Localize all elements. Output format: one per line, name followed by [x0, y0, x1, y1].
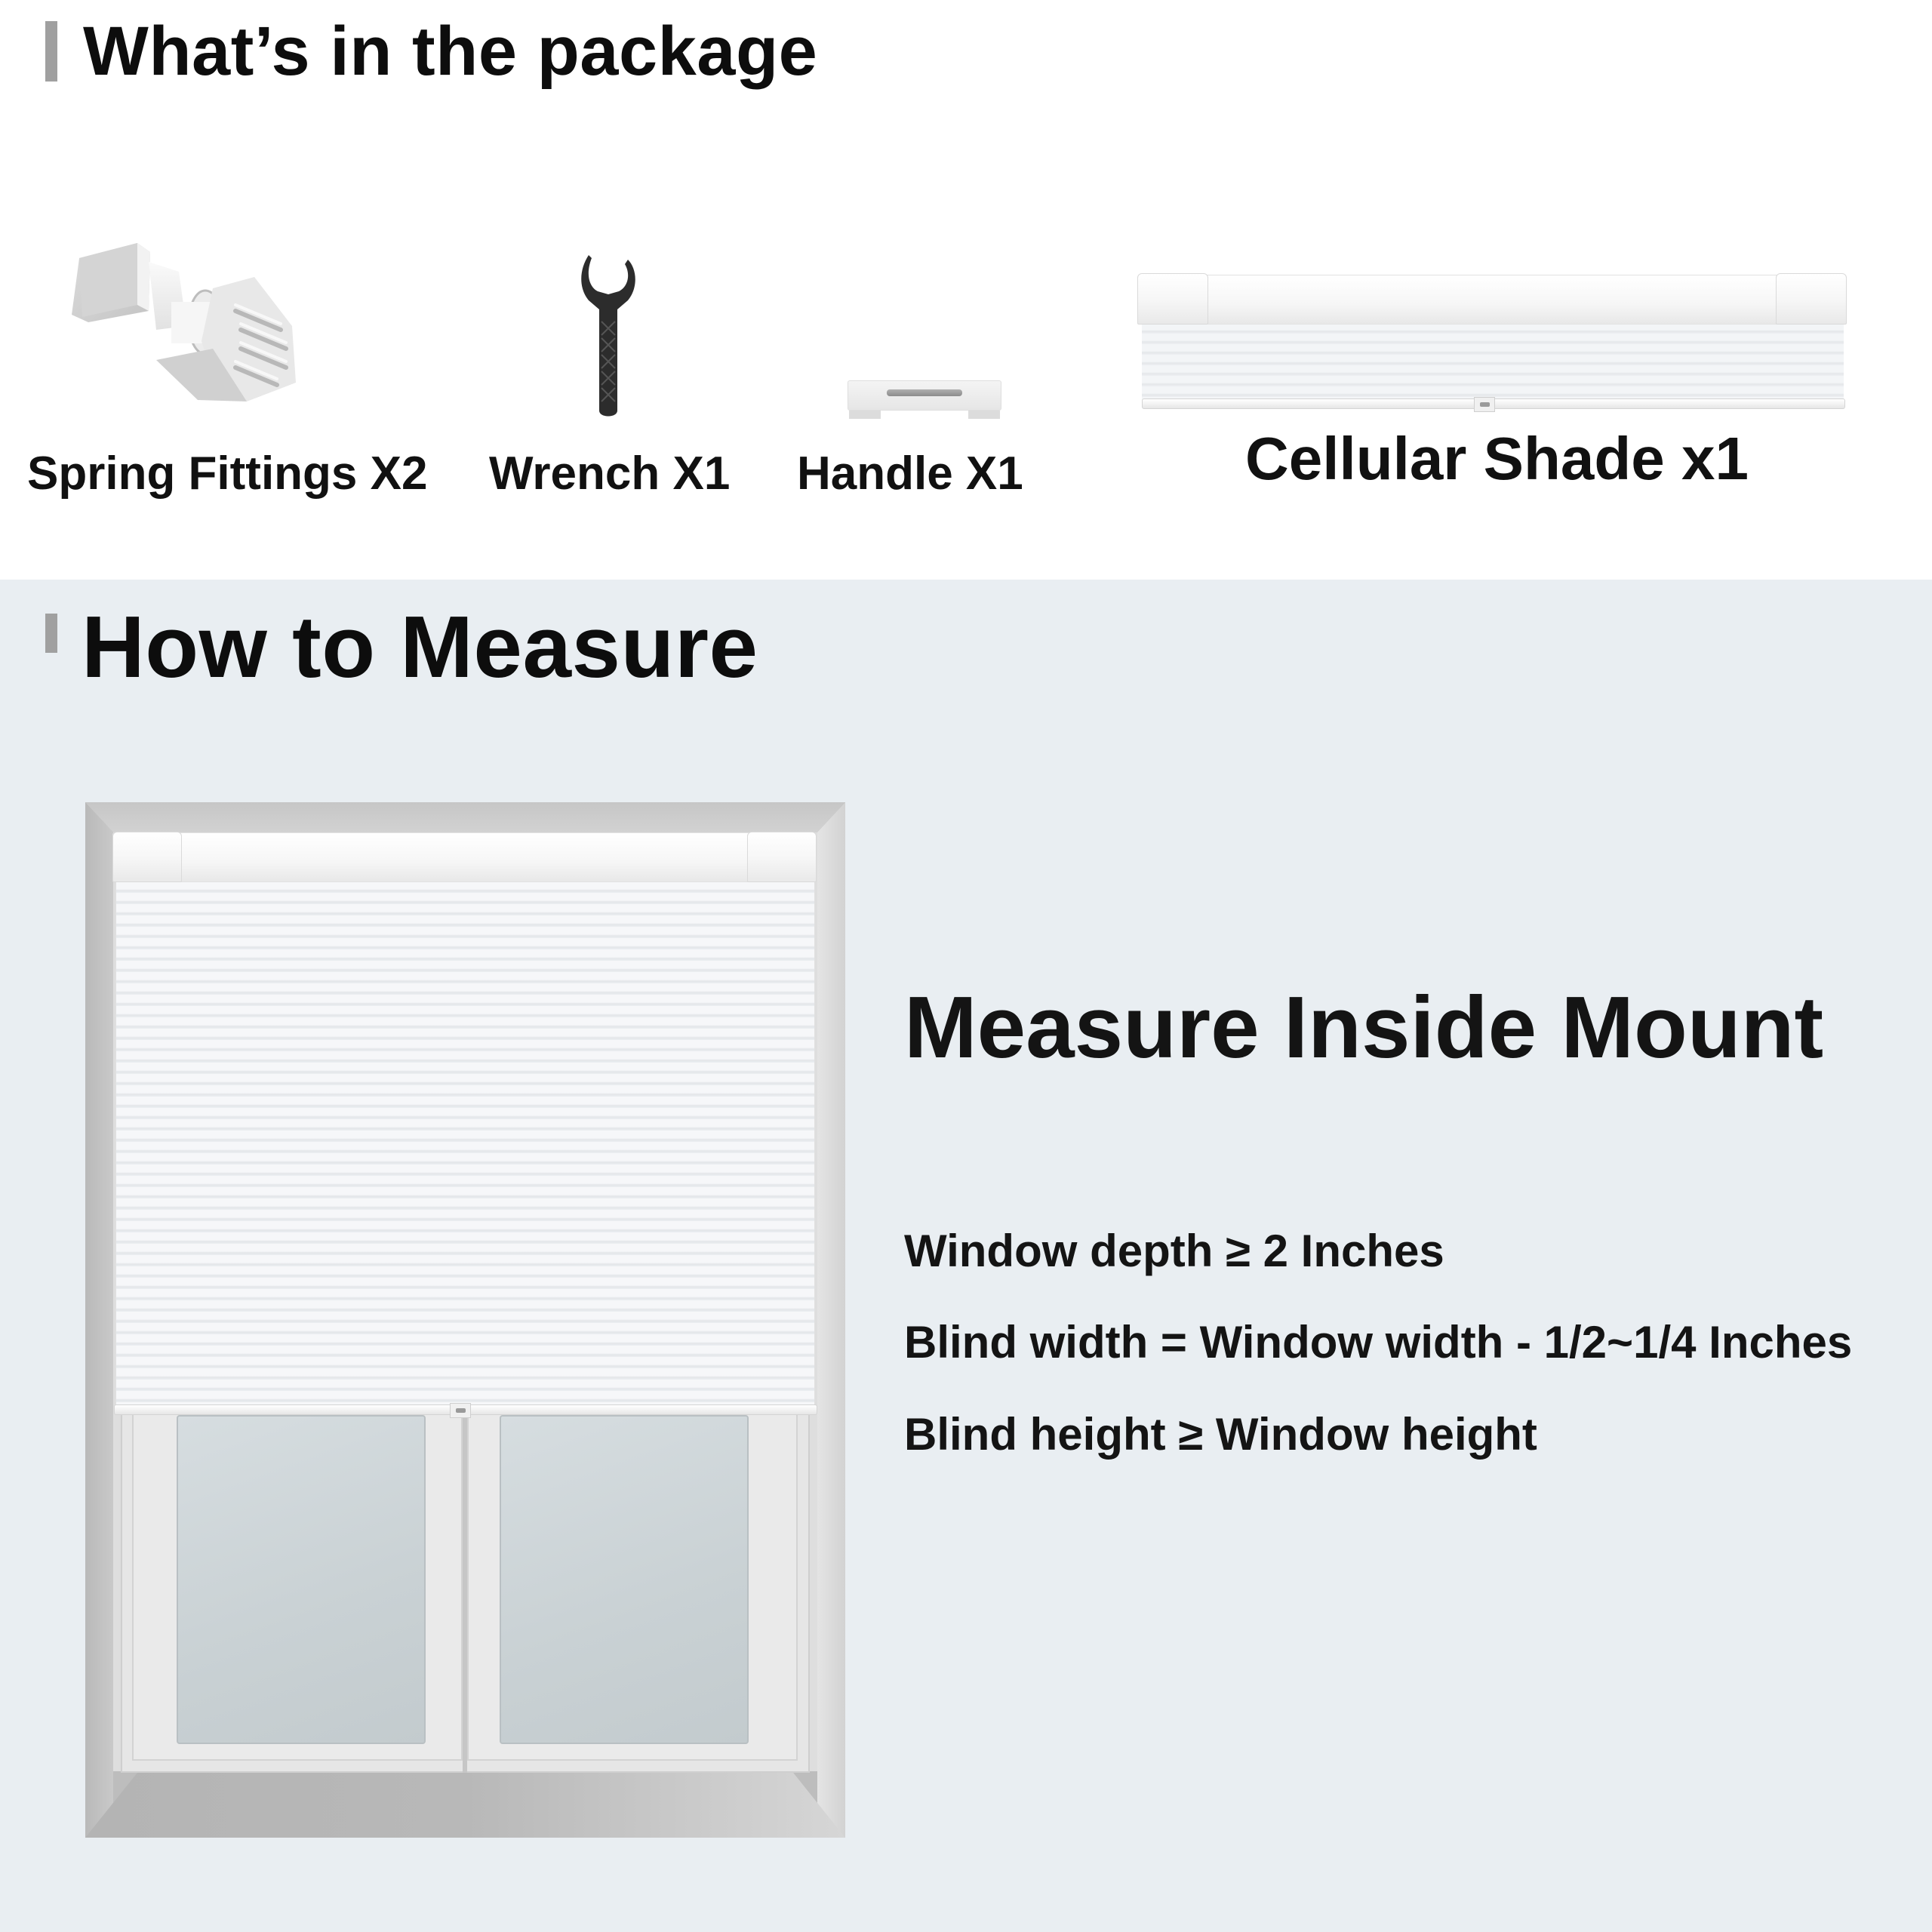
section-accent-bar [45, 614, 57, 653]
handle-icon [848, 377, 1001, 419]
measure-inside-mount-heading: Measure Inside Mount [904, 978, 1824, 1076]
window-shade-handle [450, 1403, 471, 1418]
window-shade-fabric [115, 881, 815, 1407]
window-shade-headrail [112, 832, 816, 882]
window-glass-right [500, 1415, 749, 1744]
item-label-cellular-shade: Cellular Shade x1 [1245, 425, 1749, 492]
rule-blind-width: Blind width = Window width - 1/2~1/4 Inches [904, 1317, 1853, 1367]
measure-title: How to Measure [82, 598, 758, 696]
spring-fitting-icon [66, 235, 301, 406]
cellular-shade-icon [1137, 273, 1847, 412]
item-label-wrench: Wrench X1 [489, 448, 731, 500]
window-glass-left [177, 1415, 426, 1744]
window-illustration [85, 802, 845, 1838]
item-label-handle: Handle X1 [797, 448, 1023, 500]
package-title: What’s in the package [83, 13, 818, 90]
section-accent-bar [45, 21, 57, 82]
rule-window-depth: Window depth ≥ 2 Inches [904, 1226, 1444, 1276]
item-label-spring-fittings: Spring Fittings X2 [27, 448, 428, 500]
wrench-icon [578, 254, 638, 420]
window-sill [85, 1771, 845, 1838]
package-section [0, 0, 1932, 580]
rule-blind-height: Blind height ≥ Window height [904, 1409, 1537, 1460]
